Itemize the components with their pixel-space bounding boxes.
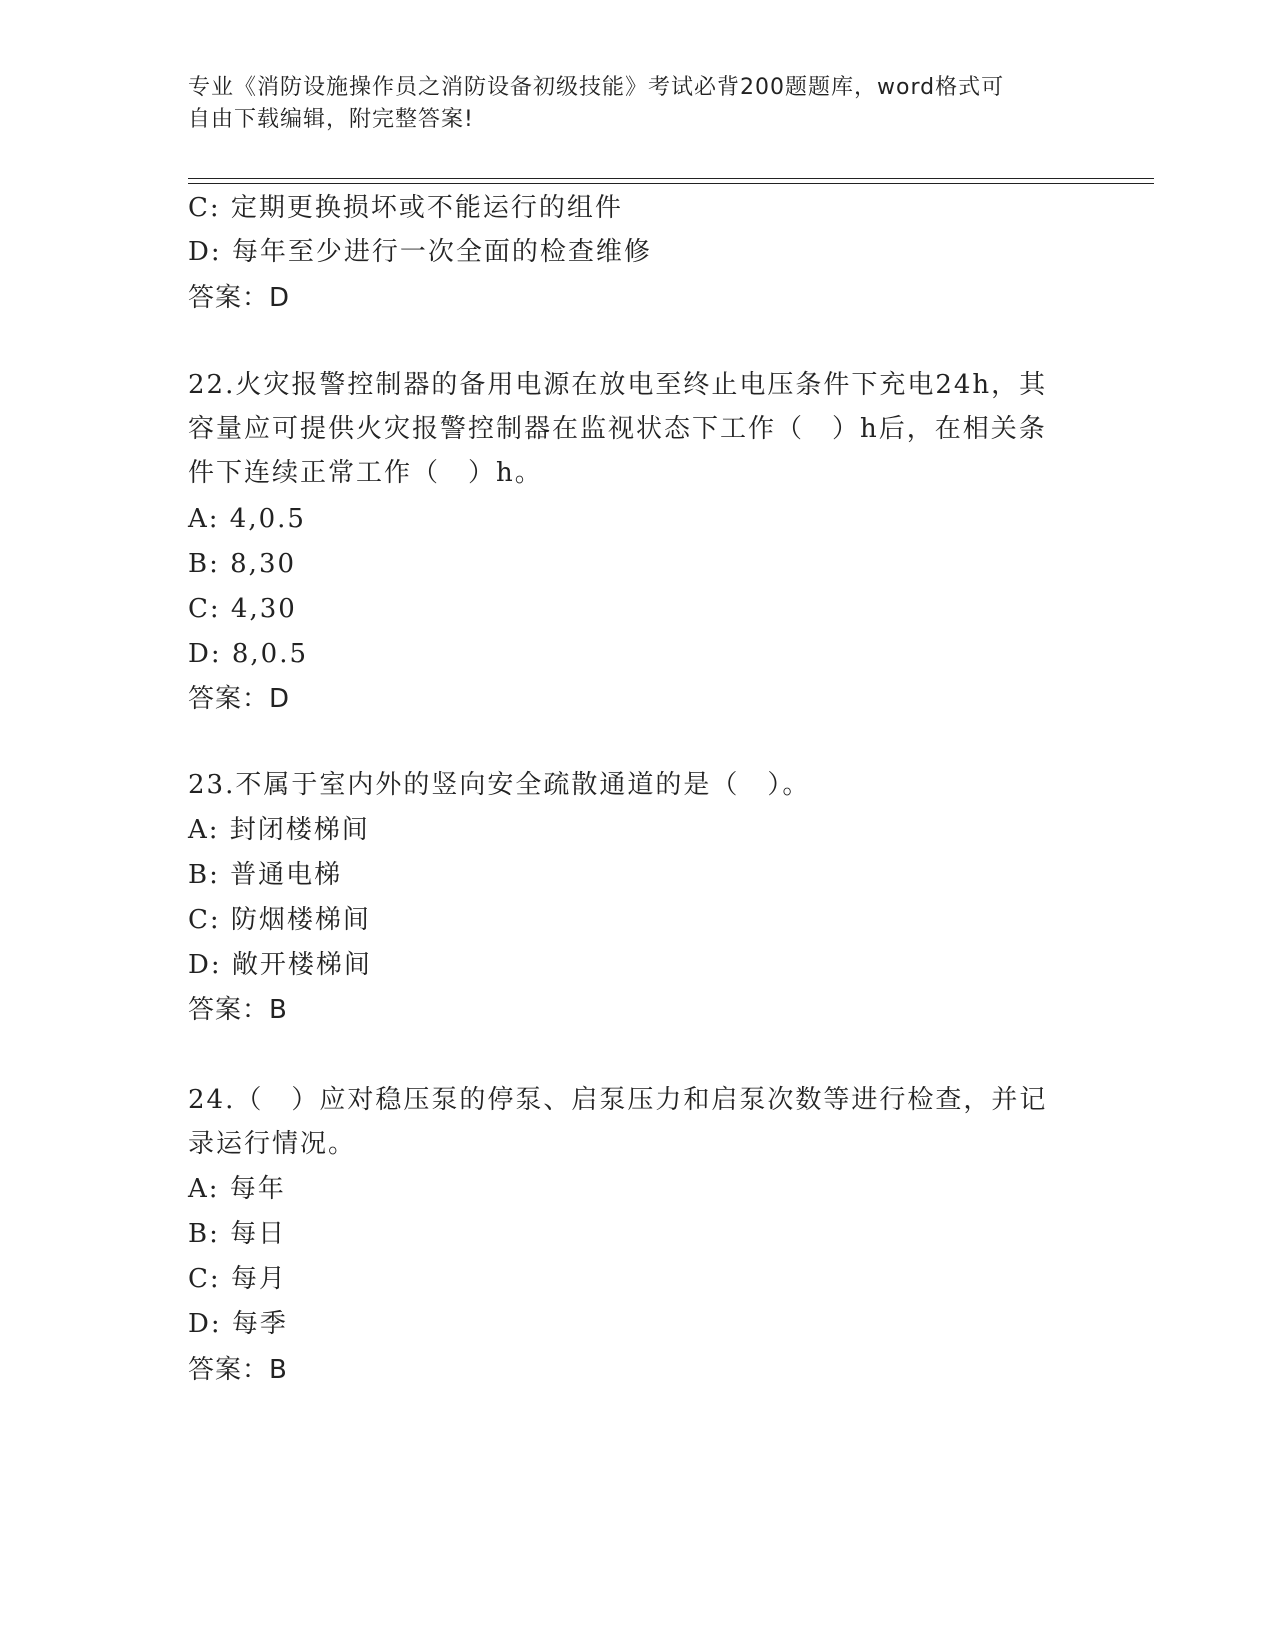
question-22-stem-line-3: 件下连续正常工作（ ）h。: [188, 458, 543, 488]
option-d: D: 每年至少进行一次全面的检查维修: [188, 237, 652, 267]
question-24-stem-line-2: 录运行情况。: [188, 1129, 357, 1159]
document-header: [188, 72, 1088, 136]
header-line-2: 自由下载编辑，附完整答案!: [188, 107, 474, 132]
question-22-stem-line-2: 容量应可提供火灾报警控制器在监视状态下工作（ ）h后，在相关条: [188, 414, 1047, 444]
question-24-option-b: B: 每日: [188, 1219, 287, 1249]
question-24-answer: 答案：B: [188, 1355, 288, 1385]
question-23-answer: 答案：B: [188, 995, 288, 1025]
question-23-option-c: C: 防烟楼梯间: [188, 905, 371, 935]
question-23-option-d: D: 敞开楼梯间: [188, 950, 372, 980]
question-22-option-c: C: 4,30: [188, 594, 297, 624]
option-c: C: 定期更换损坏或不能运行的组件: [188, 193, 623, 223]
question-24-stem-line-1: 24.（ ）应对稳压泵的停泵、启泵压力和启泵次数等进行检查，并记: [188, 1085, 1048, 1115]
question-23-stem-line-1: 23.不属于室内外的竖向安全疏散通道的是（ ）。: [188, 770, 811, 800]
question-22-option-d: D: 8,0.5: [188, 639, 309, 669]
question-24-option-c: C: 每月: [188, 1264, 287, 1294]
question-23-option-a: A: 封闭楼梯间: [188, 815, 370, 845]
question-22-option-b: B: 8,30: [188, 549, 297, 579]
question-22-answer: 答案：D: [188, 684, 291, 714]
question-24-option-d: D: 每季: [188, 1309, 288, 1339]
header-divider-bottom: [188, 183, 1154, 184]
question-22-option-a: A: 4,0.5: [188, 504, 306, 534]
header-divider-top: [188, 178, 1154, 179]
question-22-stem-line-1: 22.火灾报警控制器的备用电源在放电至终止电压条件下充电24h，其: [188, 370, 1048, 400]
header-line-1: 专业《消防设施操作员之消防设备初级技能》考试必背200题题库，word格式可: [188, 75, 1005, 100]
question-23-option-b: B: 普通电梯: [188, 860, 343, 890]
answer-line: 答案：D: [188, 283, 291, 313]
question-24-option-a: A: 每年: [188, 1174, 286, 1204]
